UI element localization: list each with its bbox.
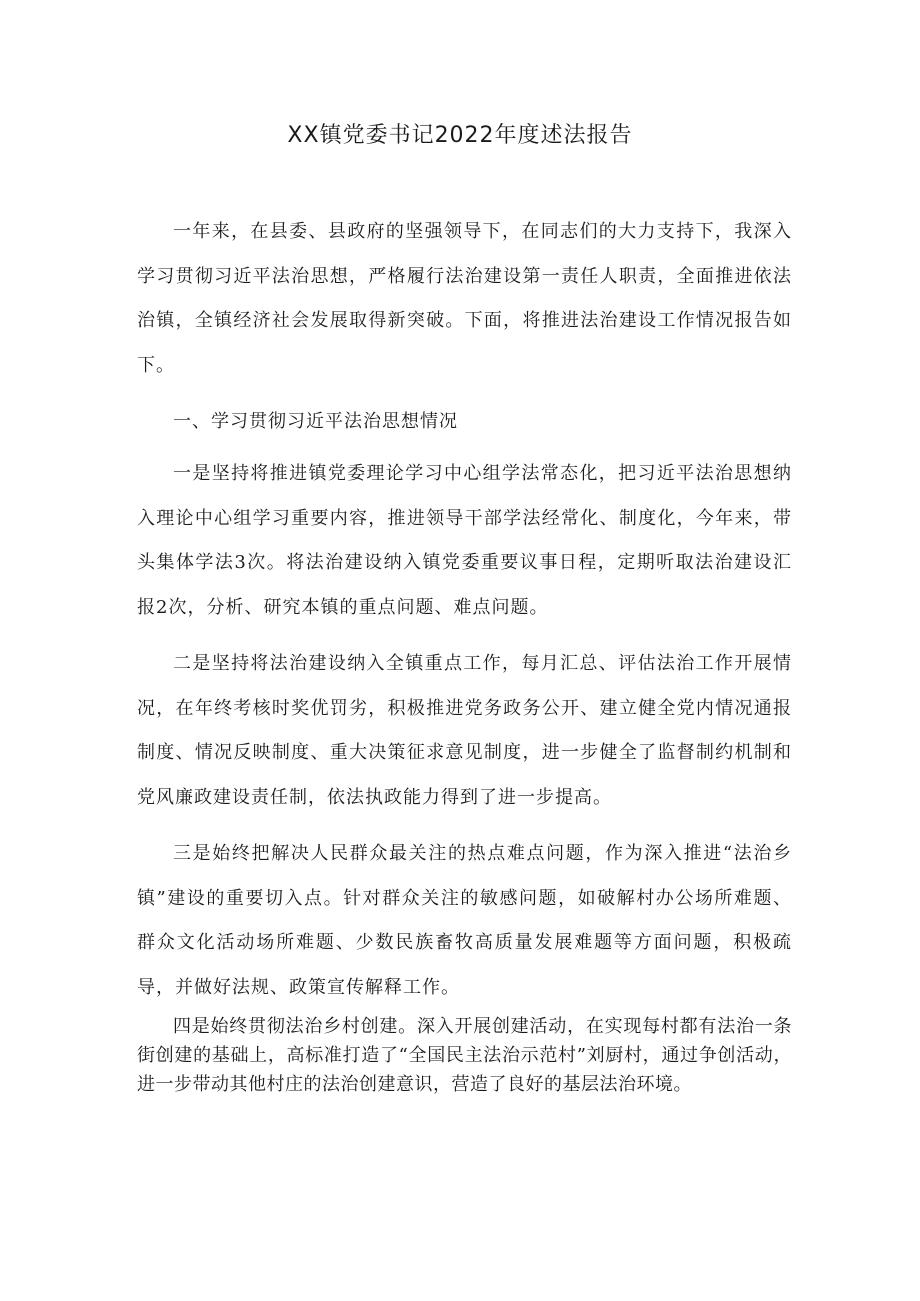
paragraph-fourth: 四是始终贯彻法治乡村创建。深入开展创建活动，在实现每村都有法治一条街创建的基础上，高标准打造了“全国民主法治示范村”刘厨村，通过争创活动，进一步带动其他村庄的法治创建意识，营造了良好的基层法治环境。 (137, 1016, 792, 1095)
section-heading: 一、学习贯彻习近平法治思想情况 (173, 411, 458, 432)
intro-paragraph: 一年来，在县委、县政府的坚强领导下，在同志们的大力支持下，我深入学习贯彻习近平法治思想，严格履行法治建设第一责任人职责，全面推进依法治镇，全镇经济社会发展取得新突破。下面，将推进法治建设工作情况报告如下。 (137, 221, 792, 376)
document-title: XX镇党委书记2022年度述法报告 (287, 123, 633, 148)
paragraph-first: 一是坚持将推进镇党委理论学习中心组学法常态化，把习近平法治思想纳入理论中心组学习重要内容，推进领导干部学法经常化、制度化，今年来，带头集体学法3次。将法治建设纳入镇党委重要议事日程，定期听取法治建设汇报2次，分析、研究本镇的重点问题、难点问题。 (137, 463, 792, 618)
paragraph-second: 二是坚持将法治建设纳入全镇重点工作，每月汇总、评估法治工作开展情况，在年终考核时奖优罚劣，积极推进党务政务公开、建立健全党内情况通报制度、情况反映制度、重大决策征求意见制度，进一步健全了监督制约机制和党风廉政建设责任制，依法执政能力得到了进一步提高。 (137, 653, 792, 808)
paragraph-third: 三是始终把解决人民群众最关注的热点难点问题，作为深入推进“法治乡镇”建设的重要切入点。针对群众关注的敏感问题，如破解村办公场所难题、群众文化活动场所难题、少数民族畜牧高质量发展难题等方面问题，积极疏导，并做好法规、政策宣传解释工作。 (137, 843, 792, 998)
